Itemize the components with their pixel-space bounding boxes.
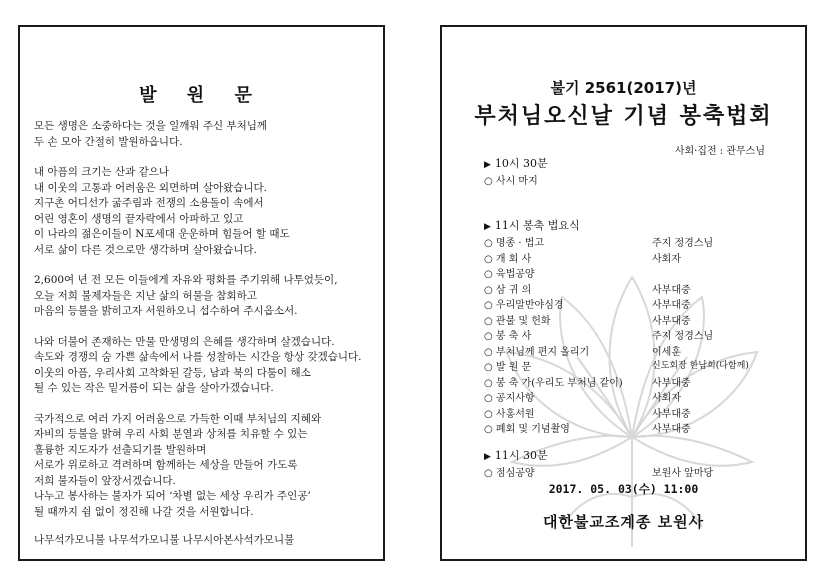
prayer-line: 지구촌 어디선가 굶주림과 전쟁의 소용돌이 속에서 (34, 197, 264, 209)
program-item-name (484, 281, 531, 296)
prayer-line: 이 나라의 젊은이들이 N포세대 운운하며 힘들어 할 때도 (34, 228, 290, 240)
prayer-line: 저희 불자들이 앞장서겠습니다. (34, 474, 176, 487)
prayer-line: 국가적으로 여러 가지 어려움으로 가득한 이때 부처님의 지혜와 (34, 412, 322, 425)
prayer-line: 서로가 위로하고 격려하며 함께하는 세상을 만들어 가도록 (34, 459, 298, 471)
program-item-performer: 사부대중 (652, 408, 691, 420)
program-item-label: 개 회 사 (495, 253, 532, 265)
prayer-line: 두 손 모아 간절히 발원하옵니다. (34, 135, 183, 148)
circle-bullet-icon: ○ (484, 315, 496, 327)
triangle-right-icon: ▶ (484, 160, 491, 170)
triangle-right-icon: ▶ (484, 222, 491, 232)
program-item (484, 172, 794, 186)
circle-bullet-icon: ○ (484, 269, 496, 280)
program-item (484, 265, 794, 279)
prayer-line: 나와 더불어 존재하는 만물 만생명의 은혜를 생각하며 살겠습니다. (34, 335, 335, 348)
program-item (484, 312, 794, 326)
prayer-panel (18, 25, 385, 561)
prayer-body (34, 119, 377, 535)
circle-bullet-icon: ○ (484, 331, 496, 342)
prayer-line: 자비의 등불을 밝혀 우리 사회 분열과 상처를 치유할 수 있는 (34, 428, 308, 440)
program-item-name (484, 420, 570, 435)
program-item-name (484, 405, 535, 420)
section-heading-label: 11시 30분 (494, 449, 548, 462)
program-host: 사회·집전 : 관무스님 (674, 146, 765, 157)
program-item-label: 봉 축 사 (495, 331, 532, 342)
program-item-performer: 보원사 앞마당 (652, 468, 714, 479)
prayer-line: 서로 삶이 다른 것으로만 생각하며 살아왔습니다. (34, 243, 257, 256)
program-item-label: 공지사항 (495, 393, 535, 404)
prayer-title: 발 원 문 (139, 85, 264, 106)
circle-bullet-icon: ○ (484, 393, 496, 404)
program-item-performer: 사회자 (652, 253, 681, 265)
program-item-label: 사시 마지 (495, 176, 538, 187)
program-item (484, 405, 794, 419)
prayer-line: 이웃의 아픔, 우리사회 고착화된 갈등, 남과 북의 다툼이 해소 (34, 366, 311, 379)
prayer-line: 마음의 등불을 밝히고자 서원하오니 섭수하여 주시옵소서. (34, 305, 298, 317)
program-item-performer: 사회자 (652, 393, 681, 404)
program-item-name (484, 358, 531, 373)
circle-bullet-icon: ○ (484, 346, 496, 358)
program-item-name (484, 172, 538, 187)
program-item (484, 389, 794, 403)
program-item (484, 358, 794, 372)
prayer-line: 속도와 경쟁의 숨 가쁜 삶속에서 나를 성찰하는 시간을 항상 갖겠습니다. (34, 351, 362, 363)
section-heading-label: 10시 30분 (494, 157, 548, 170)
program-item-performer: 이세훈 (652, 346, 681, 358)
circle-bullet-icon: ○ (484, 377, 496, 389)
program-subtitle: 불기 2561(2017)년 (550, 79, 697, 97)
program-item-label: 점심공양 (495, 468, 535, 479)
prayer-closing: 나무석가모니불 나무석가모니불 나무시아본사석가모니불 (34, 534, 295, 546)
program-item (484, 343, 794, 357)
circle-bullet-icon: ○ (484, 468, 496, 479)
prayer-line: 2,600여 년 전 모든 이들에게 자유와 평화를 주기위해 나투었듯이, (34, 274, 338, 286)
program-item-performer: 사부대중 (652, 424, 691, 435)
program-item-label: 관불 및 헌화 (495, 315, 551, 327)
program-item (484, 464, 794, 478)
prayer-line: 될 수 있는 작은 밑거름이 되는 삶을 살아가겠습니다. (34, 382, 274, 394)
program-item-name (484, 327, 531, 342)
program-item-label: 봉 축 가(우리도 부처님 같이) (495, 377, 623, 389)
program-item-label: 사홍서원 (495, 408, 535, 420)
circle-bullet-icon: ○ (484, 300, 496, 311)
program-item-name (484, 389, 535, 404)
section-heading (484, 447, 548, 463)
program-item-performer: 사부대중 (652, 300, 691, 311)
circle-bullet-icon: ○ (484, 176, 496, 187)
program-item-name (484, 374, 623, 389)
program-item-label: 명종 · 법고 (495, 238, 545, 249)
program-item-name (484, 250, 531, 265)
prayer-line: 내 이웃의 고통과 어려움은 외면하며 살아왔습니다. (34, 181, 268, 194)
program-item-name (484, 234, 544, 249)
prayer-line: 내 아픔의 크기는 산과 같으나 (34, 166, 170, 178)
section-heading (484, 217, 580, 233)
program-item (484, 296, 794, 310)
prayer-line: 모든 생명은 소중하다는 것을 일깨워 주신 부처님께 (34, 120, 268, 132)
program-item (484, 281, 794, 295)
program-item-label: 부처님께 편지 올리기 (495, 346, 590, 358)
program-item-name (484, 343, 589, 358)
program-item-label: 삼 귀 의 (495, 284, 532, 296)
program-item (484, 250, 794, 264)
section-heading (484, 155, 548, 171)
program-item-name (484, 265, 535, 280)
program-item-label: 발 원 문 (495, 362, 532, 373)
prayer-line: 훌륭한 지도자가 선출되기를 발원하며 (34, 443, 207, 456)
circle-bullet-icon: ○ (484, 362, 496, 373)
program-item-label: 폐회 및 기념촬영 (495, 424, 570, 435)
section-heading-label: 11시 봉축 법요식 (494, 219, 580, 232)
triangle-right-icon: ▶ (484, 452, 491, 462)
program-item-performer: 주지 정경스님 (652, 331, 714, 342)
program-item-performer: 사부대중 (652, 315, 691, 327)
circle-bullet-icon: ○ (484, 424, 496, 435)
prayer-paragraph (34, 273, 377, 320)
program-item (484, 374, 794, 388)
program-item-name (484, 312, 551, 327)
program-item-label: 우리말반야심경 (495, 300, 564, 311)
prayer-line: 오늘 저희 불제자들은 지난 삶의 허물을 참회하고 (34, 289, 257, 302)
program-item-name (484, 464, 535, 479)
program-item-label: 육법공양 (495, 269, 535, 280)
program-title: 부처님오신날 기념 봉축법회 (474, 104, 773, 129)
program-item-performer: 사부대중 (652, 377, 691, 389)
prayer-paragraph (34, 412, 377, 521)
circle-bullet-icon: ○ (484, 253, 496, 265)
prayer-line: 될 때까지 쉼 없이 정진해 나갈 것을 서원합니다. (34, 505, 254, 518)
program-date: 2017. 05. 03(수) 11:00 (548, 482, 699, 496)
prayer-paragraph (34, 335, 377, 397)
program-item (484, 234, 794, 248)
prayer-paragraph (34, 165, 377, 258)
temple-name: 대한불교조계종 보원사 (542, 513, 705, 531)
program-item (484, 420, 794, 434)
program-item-performer: 신도회장 한남희(다함께) (652, 361, 749, 371)
program-item-performer: 주지 정경스님 (652, 238, 714, 249)
program-item-name (484, 296, 564, 311)
circle-bullet-icon: ○ (484, 238, 496, 249)
prayer-paragraph (34, 119, 377, 150)
prayer-line: 나누고 봉사하는 불자가 되어 ‘차별 없는 세상 우리가 주인공’ (34, 490, 311, 502)
program-panel (440, 25, 807, 561)
program-item-performer: 사부대중 (652, 284, 691, 296)
circle-bullet-icon: ○ (484, 284, 496, 296)
prayer-line: 어린 영혼이 생명의 끝자락에서 아파하고 있고 (34, 212, 244, 225)
program-item (484, 327, 794, 341)
circle-bullet-icon: ○ (484, 408, 496, 420)
